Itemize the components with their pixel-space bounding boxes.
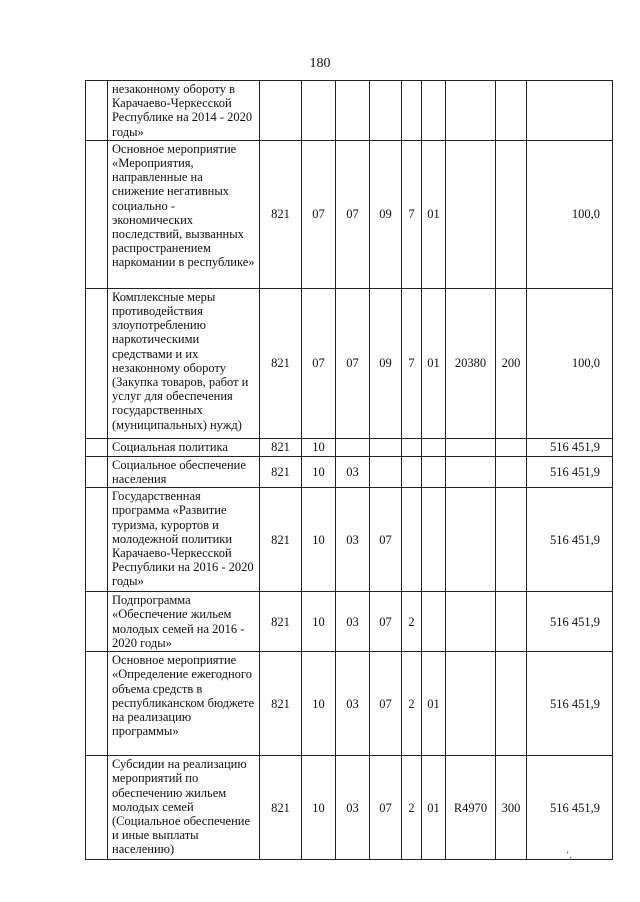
cell-blank [86, 652, 108, 756]
cell-direction [446, 140, 496, 288]
cell-amount: 516 451,9 [527, 488, 613, 592]
cell-event: 01 [422, 288, 446, 438]
cell-expense-type [496, 81, 527, 141]
cell-subsection: 03 [336, 456, 370, 487]
cell-name: Основное мероприятие «Мероприятия, направленные на снижение негативных социально - экономических последствий, вызванных распространением наркомании в республике» [108, 140, 260, 288]
cell-section: 10 [302, 488, 336, 592]
cell-ministry [260, 81, 302, 141]
page-number: 180 [309, 56, 331, 71]
cell-event [422, 438, 446, 456]
cell-event [422, 81, 446, 141]
cell-subprogram [402, 81, 422, 141]
cell-section: 07 [302, 288, 336, 438]
cell-program: 09 [370, 140, 402, 288]
cell-direction [446, 81, 496, 141]
cell-subprogram: 2 [402, 592, 422, 652]
table-row [86, 592, 613, 652]
cell-amount: 516 451,9 [527, 592, 613, 652]
cell-blank [86, 756, 108, 860]
cell-expense-type [496, 140, 527, 288]
cell-subprogram [402, 438, 422, 456]
cell-direction [446, 438, 496, 456]
cell-expense-type [496, 488, 527, 592]
cell-subprogram: 7 [402, 140, 422, 288]
cell-event [422, 592, 446, 652]
cell-amount: 516 451,9 [527, 652, 613, 756]
cell-amount: 100,0 [527, 140, 613, 288]
cell-direction [446, 592, 496, 652]
cell-expense-type [496, 652, 527, 756]
cell-program: 07 [370, 652, 402, 756]
cell-subprogram: 2 [402, 652, 422, 756]
cell-expense-type [496, 438, 527, 456]
cell-blank [86, 140, 108, 288]
cell-amount: 516 451,9 [527, 756, 613, 860]
cell-subprogram [402, 488, 422, 592]
cell-subsection: 07 [336, 140, 370, 288]
cell-name: Социальное обеспечение населения [108, 456, 260, 487]
cell-amount: 100,0 [527, 288, 613, 438]
cell-subsection [336, 81, 370, 141]
scan-mark: ʻ, [566, 850, 572, 861]
cell-amount [527, 81, 613, 141]
cell-direction [446, 652, 496, 756]
cell-ministry: 821 [260, 140, 302, 288]
cell-blank [86, 488, 108, 592]
cell-subsection: 03 [336, 756, 370, 860]
cell-blank [86, 288, 108, 438]
cell-subprogram [402, 456, 422, 487]
table-row [86, 81, 613, 141]
cell-program [370, 81, 402, 141]
cell-subsection: 03 [336, 652, 370, 756]
table-row [86, 456, 613, 487]
cell-section: 10 [302, 456, 336, 487]
cell-name: Основное мероприятие «Определение ежегодного объема средств в республиканском бюджете на реализацию программы» [108, 652, 260, 756]
cell-blank [86, 81, 108, 141]
cell-amount: 516 451,9 [527, 438, 613, 456]
cell-expense-type: 300 [496, 756, 527, 860]
table-row [86, 140, 613, 288]
cell-section: 10 [302, 438, 336, 456]
cell-direction: R4970 [446, 756, 496, 860]
cell-name: Социальная политика [108, 438, 260, 456]
budget-table [85, 80, 613, 860]
cell-name: незаконному обороту в Карачаево-Черкесской Республике на 2014 - 2020 годы» [108, 81, 260, 141]
cell-section: 10 [302, 652, 336, 756]
cell-direction: 20380 [446, 288, 496, 438]
cell-ministry: 821 [260, 438, 302, 456]
cell-subsection [336, 438, 370, 456]
cell-ministry: 821 [260, 488, 302, 592]
cell-section [302, 81, 336, 141]
cell-direction [446, 488, 496, 592]
cell-subsection: 03 [336, 592, 370, 652]
cell-event [422, 456, 446, 487]
cell-event: 01 [422, 652, 446, 756]
cell-program: 09 [370, 288, 402, 438]
cell-subprogram: 7 [402, 288, 422, 438]
cell-program: 07 [370, 756, 402, 860]
cell-name: Государственная программа «Развитие туризма, курортов и молодежной политики Карачаево-Черкесской Республики на 2016 - 2020 годы» [108, 488, 260, 592]
cell-subsection: 03 [336, 488, 370, 592]
cell-ministry: 821 [260, 288, 302, 438]
cell-section: 07 [302, 140, 336, 288]
cell-program: 07 [370, 488, 402, 592]
cell-amount: 516 451,9 [527, 456, 613, 487]
cell-program [370, 438, 402, 456]
cell-ministry: 821 [260, 756, 302, 860]
cell-subsection: 07 [336, 288, 370, 438]
cell-event: 01 [422, 756, 446, 860]
cell-blank [86, 456, 108, 487]
table-row [86, 288, 613, 438]
cell-event: 01 [422, 140, 446, 288]
table-row [86, 756, 613, 860]
table-row [86, 652, 613, 756]
table-row [86, 438, 613, 456]
cell-ministry: 821 [260, 592, 302, 652]
cell-direction [446, 456, 496, 487]
cell-ministry: 821 [260, 652, 302, 756]
cell-name: Комплексные меры противодействия злоупотреблению наркотическими средствами и их незаконному обороту (Закупка товаров, работ и услуг для обеспечения государственных (муниципальных) нужд) [108, 288, 260, 438]
cell-section: 10 [302, 592, 336, 652]
cell-subprogram: 2 [402, 756, 422, 860]
table-row [86, 488, 613, 592]
cell-section: 10 [302, 756, 336, 860]
cell-event [422, 488, 446, 592]
cell-name: Подпрограмма «Обеспечение жильем молодых семей на 2016 - 2020 годы» [108, 592, 260, 652]
cell-program: 07 [370, 592, 402, 652]
cell-program [370, 456, 402, 487]
cell-expense-type: 200 [496, 288, 527, 438]
cell-blank [86, 438, 108, 456]
cell-expense-type [496, 456, 527, 487]
cell-blank [86, 592, 108, 652]
cell-expense-type [496, 592, 527, 652]
cell-name: Субсидии на реализацию мероприятий по обеспечению жильем молодых семей (Социальное обеспечение и иные выплаты населению) [108, 756, 260, 860]
cell-ministry: 821 [260, 456, 302, 487]
